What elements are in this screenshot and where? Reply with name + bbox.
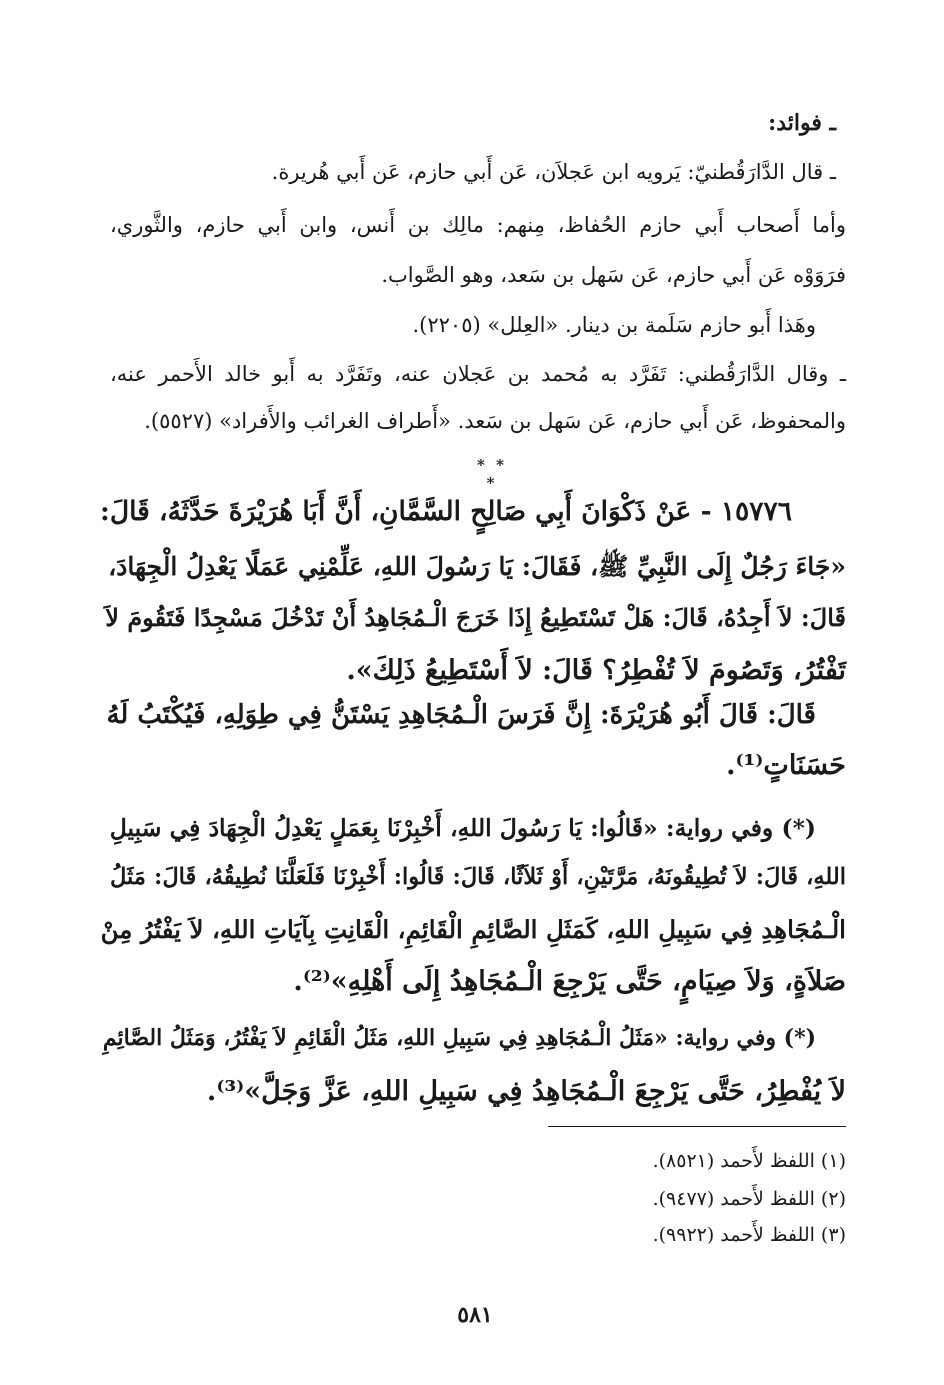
narration-line: الْـمُجَاهِدِ فِي سَبِيلِ اللهِ، كَمَثَلِ الصَّائِمِ الْقَائِمِ، الْقَانِتِ بِآيَاتِ اللهِ، لاَ يَفْتُرُ مِنْ <box>100 915 846 944</box>
hadith-line: «جَاءَ رَجُلٌ إِلَى النَّبِيِّ ﷺ، فَقَالَ: يَا رَسُولَ اللهِ، عَلِّمْنِي عَمَلًا يَعْدِلُ الْجِهَادَ، <box>108 552 846 581</box>
footnote: (٣) اللفظ لأَحمد (٩٩٢٢). <box>652 1224 846 1246</box>
narration-line: (*) وفي رواية: «قَالُوا: يَا رَسُولَ اللهِ، أَخْبِرْنَا بِعَمَلٍ يَعْدِلُ الْجِهَادَ فِي سَبِيلِ <box>109 814 816 842</box>
hadith-line: قَالَ: قَالَ أَبُو هُرَيْرَةَ: إِنَّ فَرَسَ الْـمُجَاهِدِ يَسْتَنُّ فِي طِوَلِهِ، فَيُكْتَبُ لَهُ <box>106 700 816 730</box>
hadith-line: حَسَنَاتٍ⁽¹⁾. <box>726 750 846 781</box>
section-separator: * * * <box>477 456 507 492</box>
narration-line: (*) وفي رواية: «مَثَلُ الْـمُجَاهِدِ فِي سَبِيلِ اللهِ، مَثَلُ الْقَائِمِ لاَ يَفْتُرُ، وَمَثَلُ الصَّائِمِ <box>102 1025 816 1051</box>
section-heading: ـ فوائد: <box>768 110 836 136</box>
note-line: وأما أَصحاب أَبي حازم الحُفاظ، مِنهم: مالِك بن أَنس، وابن أَبي حازم، والثَّوري، <box>110 213 846 237</box>
narration-line: صَلاَةٍ، وَلاَ صِيَامٍ، حَتَّى يَرْجِعَ الْـمُجَاهِدُ إِلَى أَهْلِهِ»⁽²⁾. <box>293 966 846 997</box>
hadith-line: ١٥٧٧٦ - عَنْ ذَكْوَانَ أَبِي صَالِحٍ السَّمَّانِ، أَنَّ أَبَا هُرَيْرَةَ حَدَّثَهُ، قَالَ: <box>100 496 792 527</box>
footnote-divider <box>548 1126 846 1127</box>
note-line: فرَوَوْه عَن أَبي حازم، عَن سَهل بن سَعد، وهو الصَّواب. <box>381 263 846 287</box>
hadith-line: قَالَ: لاَ أَجِدُهُ، قَالَ: هَلْ تَسْتَطِيعُ إِذَا خَرَجَ الْـمُجَاهِدُ أَنْ تَدْخُلَ مَسْجِدًا فَتَقُومَ لاَ <box>105 603 846 632</box>
note-line: والمحفوظ، عَن أَبي حازم، عَن سَهل بن سَعد. «أَطراف الغرائب والأَفراد» (٥٥٢٧). <box>144 409 846 433</box>
narration-line: اللهِ، قَالَ: لاَ تُطِيقُونَهُ، مَرَّتَيْنِ، أَوْ ثَلاَثًا، قَالَ: قَالُوا: أَخْبِرْنَا فَلَعَلَّنَا نُطِيقُهُ، قَالَ: مَثَلُ <box>110 864 846 890</box>
note-line: ـ وقال الدَّارَقُطني: تَفَرَّد به مُحمد بن عَجلان عنه، وتَفَرَّد به أَبو خالد الأَحمر عنه، <box>110 362 846 386</box>
hadith-line: تَفْتُرُ، وَتَصُومَ لاَ تُفْطِرُ؟ قَالَ: لاَ أَسْتَطِيعُ ذَلِكَ». <box>346 655 846 686</box>
footnote: (١) اللفظ لأَحمد (٨٥٢١). <box>652 1150 846 1172</box>
note-line: وهَذا أَبو حازم سَلَمة بن دينار. «العِلل» (٢٢٠٥). <box>412 313 816 337</box>
page-number: ٥٨١ <box>457 1302 493 1328</box>
note-line: ـ قال الدَّارَقُطنيّ: يَرويه ابن عَجلاَن، عَن أَبي حازم، عَن أَبي هُريرة. <box>271 160 836 184</box>
footnote: (٢) اللفظ لأَحمد (٩٤٧٧). <box>652 1188 846 1210</box>
narration-line: لاَ يُفْطِرُ، حَتَّى يَرْجِعَ الْـمُجَاهِدُ فِي سَبِيلِ اللهِ، عَزَّ وَجَلَّ»⁽³⁾. <box>206 1076 846 1107</box>
